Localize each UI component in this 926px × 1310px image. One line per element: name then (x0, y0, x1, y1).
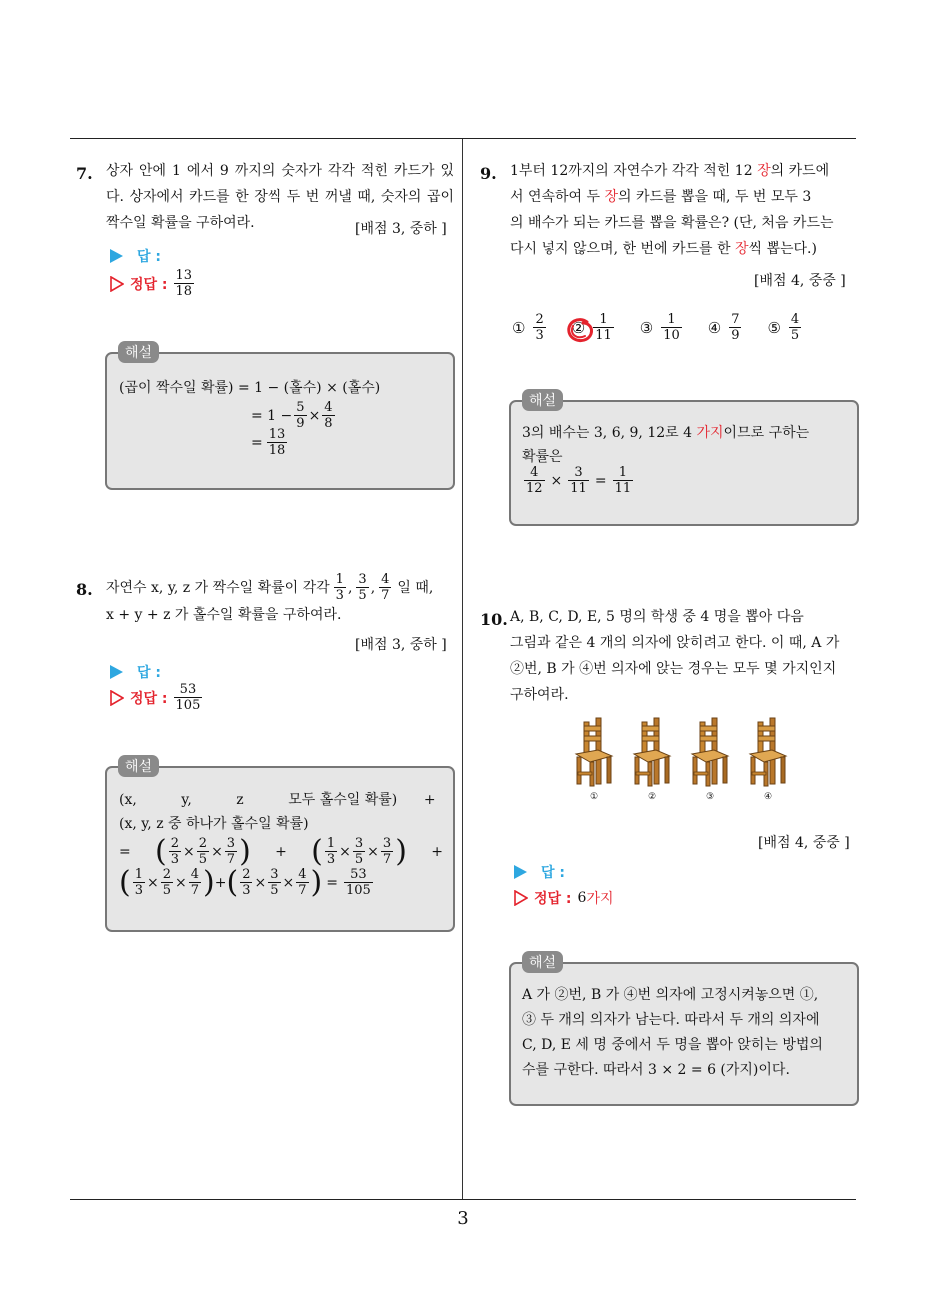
question-8-correct-answer: 정답 : $\frac{53}{105}$ (110, 682, 204, 713)
question-9-explanation: 3의 배수는 3, 6, 9, 12로 4 가지이므로 구하는 확률은 $\frac{4}{12}$ × $\frac{3}{11}$ = $\frac{1}{11}$ (522, 425, 810, 496)
answer-arrow-icon (110, 665, 123, 679)
question-8-explanation: (x, y, z 모두 홀수일 확률) + (x, y, z 중 하나가 홀수일 확률) = ( $\frac{2}{3}$ × $\frac{2}{5}$ × $\frac{3}{7}$ ) + ( $\frac{1}{3}$ × $\frac{3}{5}$ × $\frac{3}{7}$ ) + ( $\frac{1}{3}$ × $\frac{2}{5}$ × $\frac{4}{7}$ ) + ( $\frac{2}{3}$ × $\frac{3}{5}$ × $\frac{4}{7}$ ) = $\frac{53}{105}$ (119, 792, 443, 900)
fraction: $\frac{3}{7}$ (382, 836, 392, 867)
answer-arrow-icon (514, 865, 527, 879)
question-10-correct-answer: 정답 : 6 가지 (514, 888, 614, 908)
question-number-7: 7. (76, 164, 93, 183)
page-number: 3 (457, 1208, 469, 1229)
product-term: ( $\frac{1}{3}$ × $\frac{2}{5}$ × $\frac{4}{7}$ ) (119, 864, 215, 900)
question-number-10: 10. (480, 610, 508, 629)
top-rule (70, 138, 856, 139)
product-term: ( $\frac{2}{3}$ × $\frac{3}{5}$ × $\frac{4}{7}$ ) (226, 864, 323, 900)
question-7-text: 상자 안에 1 에서 9 까지의 숫자가 각각 적힌 카드가 있다. 상자에서 카드를 한 장씩 두 번 꺼낼 때, 숫자의 곱이 짝수일 확률을 구하여라. (106, 163, 454, 231)
correct-arrow-icon (110, 690, 124, 706)
selected-answer-circle-icon (565, 316, 595, 346)
question-9-choices (512, 312, 827, 343)
question-7-score: [배점 3, 중하 ] (355, 221, 447, 237)
choice-1[interactable] (512, 312, 548, 343)
question-8-answer: 답 : (110, 662, 161, 682)
answer-fraction: $\frac{53}{105}$ (175, 682, 201, 713)
question-7-correct-answer: 정답 : $\frac{13}{18}$ (110, 268, 196, 299)
answer-fraction: $\frac{13}{18}$ (175, 268, 193, 299)
question-9-text: 1부터 12까지의 자연수가 각각 적힌 12 장의 카드에 서 연속하여 두 장의 카드를 뽑을 때, 두 번 모두 3 의 배수가 되는 카드를 뽑을 확률은? (단, 처음 카드는 다시 넣지 않으며, 한 번에 카드를 한 장씩 뽑는다.) (510, 163, 834, 257)
chair-label: ③ (706, 792, 715, 802)
choice-4[interactable] (708, 312, 744, 343)
chairs-figure (574, 716, 804, 808)
fraction: $\frac{4}{5}$ (790, 312, 800, 343)
question-8-text-line1: 자연수 x, y, z 가 짝수일 확률이 각각 $\frac{1}{3}$ , $\frac{3}{5}$ , $\frac{4}{7}$ 일 때, (106, 572, 434, 603)
question-10-score: [배점 4, 중중 ] (758, 835, 850, 851)
fraction: $\frac{3}{5}$ (270, 867, 279, 898)
explanation-tag: 해설 (522, 951, 563, 973)
correct-arrow-icon (110, 276, 124, 292)
choice-mark: ③ (639, 318, 654, 337)
fraction: $\frac{1}{3}$ (326, 836, 336, 867)
fraction: $\frac{4}{7}$ (298, 867, 307, 898)
fraction: $\frac{2}{5}$ (198, 836, 208, 867)
fraction: $\frac{3}{7}$ (226, 836, 236, 867)
question-number-9: 9. (480, 164, 497, 183)
fraction: $\frac{2}{3}$ (535, 312, 544, 343)
fraction: $\frac{1}{10}$ (663, 312, 680, 343)
fraction: $\frac{53}{105}$ (345, 867, 371, 898)
choice-5[interactable] (767, 312, 803, 343)
question-7-answer: 답 : (110, 246, 161, 266)
choice-mark: ② (571, 318, 586, 337)
fraction: $\frac{3}{5}$ (354, 836, 364, 867)
question-number-8: 8. (76, 580, 93, 599)
question-7-explanation: (곱이 짝수일 확률) = 1 − (홀수) × (홀수) = 1 − $\frac{5}{9}$ × $\frac{4}{8}$ = $\frac{13}{18}$ (119, 380, 381, 458)
fraction: $\frac{4}{7}$ (190, 867, 200, 898)
chair-4 (748, 716, 788, 792)
choice-3[interactable] (640, 312, 684, 343)
fraction: $\frac{2}{3}$ (170, 836, 180, 867)
question-8-score: [배점 3, 중하 ] (355, 637, 447, 653)
choice-2[interactable] (572, 312, 616, 343)
explanation-tag: 해설 (118, 341, 159, 363)
chair-label: ② (648, 792, 657, 802)
choice-mark: ⑤ (767, 318, 781, 337)
explanation-tag: 해설 (118, 755, 159, 777)
chair-label: ① (590, 792, 599, 802)
question-9-score: [배점 4, 중중 ] (754, 273, 846, 289)
product-term: ( $\frac{1}{3}$ × $\frac{3}{5}$ × $\frac{3}{7}$ ) (311, 833, 407, 869)
correct-arrow-icon (514, 890, 528, 906)
fraction: $\frac{2}{3}$ (242, 867, 251, 898)
fraction: $\frac{1}{3}$ (134, 867, 143, 898)
fraction: $\frac{2}{5}$ (162, 867, 172, 898)
fraction: $\frac{1}{11}$ (595, 312, 612, 343)
column-divider (462, 139, 463, 1199)
chair-label: ④ (764, 792, 773, 802)
question-10-answer: 답 : (514, 862, 565, 882)
choice-mark: ① (512, 318, 526, 337)
chair-3 (690, 716, 730, 792)
explanation-tag: 해설 (522, 389, 563, 411)
chair-1 (574, 716, 614, 792)
question-8-text-line2: x + y + z 가 홀수일 확률을 구하여라. (106, 607, 342, 623)
question-10-explanation: A 가 ②번, B 가 ④번 의자에 고정시켜놓으면 ①, ③ 두 개의 의자가 남는다. 따라서 두 개의 의자에 C, D, E 세 명 중에서 두 명을 뽑아 앉히는 방법의 수를 구한다. 따라서 3 × 2 = 6 (가지)이다. (522, 987, 823, 1078)
question-10-text: A, B, C, D, E, 5 명의 학생 중 4 명을 뽑아 다음 그림과 같은 4 개의 의자에 앉히려고 한다. 이 때, A 가 ②번, B 가 ④번 의자에 앉는 경우는 모두 몇 가지인지 구하여라. (510, 609, 840, 703)
bottom-rule (70, 1199, 856, 1200)
choice-mark: ④ (707, 318, 722, 337)
product-term: ( $\frac{2}{3}$ × $\frac{2}{5}$ × $\frac{3}{7}$ ) (155, 833, 251, 869)
chair-2 (632, 716, 672, 792)
answer-arrow-icon (110, 249, 123, 263)
fraction: $\frac{7}{9}$ (731, 312, 740, 343)
